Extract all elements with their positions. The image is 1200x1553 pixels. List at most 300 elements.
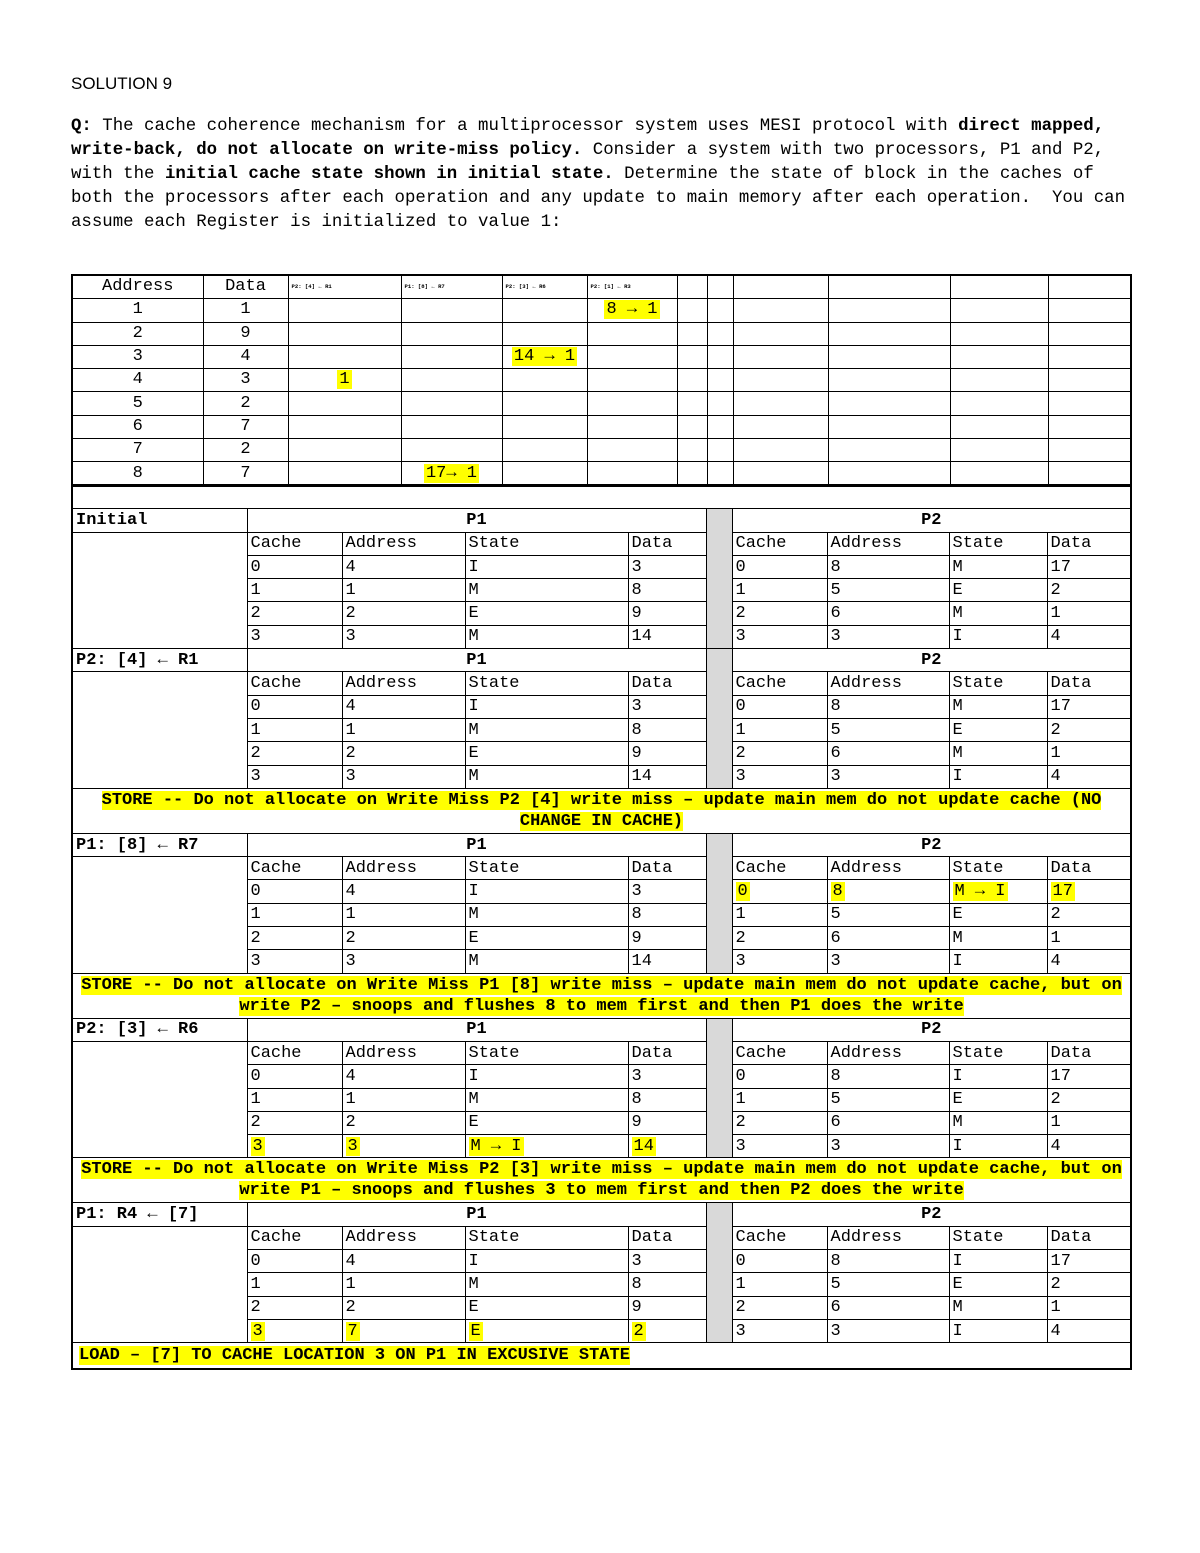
operation-label: P1: R4 ← [7] <box>72 1203 247 1226</box>
memory-update-cell <box>502 369 587 392</box>
p1-cache-cell: 8 <box>628 579 706 602</box>
p1-cache-cell: 1 <box>247 1088 342 1111</box>
cache-column-header: Address <box>342 1226 465 1249</box>
p2-cache-cell: 1 <box>732 718 827 741</box>
cache-column-header: Data <box>628 1226 706 1249</box>
p2-cache-cell: I <box>949 1319 1047 1342</box>
cache-column-header: Cache <box>247 672 342 695</box>
cache-column-header: Data <box>1047 857 1131 880</box>
memory-row <box>72 415 1131 438</box>
p2-cache-cell <box>827 880 949 903</box>
p1-cache-cell: M <box>465 765 628 788</box>
cache-column-header: State <box>949 1041 1047 1064</box>
p1-cache-value-highlighted: 14 <box>633 1136 654 1156</box>
p1-cache-cell: 0 <box>247 1065 342 1088</box>
solution-heading: SOLUTION 9 <box>71 74 173 93</box>
p1-cache-cell: M <box>465 579 628 602</box>
p2-cache-cell: 4 <box>1047 950 1131 973</box>
p2-cache-cell: 3 <box>732 950 827 973</box>
p2-cache-cell: 8 <box>827 555 949 578</box>
p2-cache-cell <box>732 880 827 903</box>
p2-cache-cell: 6 <box>827 602 949 625</box>
memory-update-cell <box>401 345 502 368</box>
p1-cache-cell: 3 <box>628 555 706 578</box>
cache-column-header: Address <box>342 857 465 880</box>
p1-cache-cell <box>628 1135 706 1158</box>
memory-data: 7 <box>203 462 288 486</box>
memory-data: 4 <box>203 345 288 368</box>
cache-column-header-row <box>72 1226 1131 1249</box>
p2-cache-cell: 2 <box>732 742 827 765</box>
p2-cache-cell: 6 <box>827 927 949 950</box>
p1-cache-cell: E <box>465 1296 628 1319</box>
cache-column-header: Data <box>1047 672 1131 695</box>
cache-column-header-row <box>72 532 1131 555</box>
p2-cache-cell: 4 <box>1047 625 1131 648</box>
p1-cache-cell: 4 <box>342 880 465 903</box>
p2-cache-cell: 1 <box>1047 1111 1131 1134</box>
memory-update-cell <box>502 322 587 345</box>
operation-note-row <box>72 788 1131 833</box>
p1-cache-cell: 3 <box>247 625 342 648</box>
p2-cache-cell: 5 <box>827 1273 949 1296</box>
cache-column-header: State <box>465 532 628 555</box>
p1-cache-cell: 2 <box>342 742 465 765</box>
cache-column-header-row <box>72 1041 1131 1064</box>
p2-cache-cell: 3 <box>732 1135 827 1158</box>
p1-cache-cell: 1 <box>342 1088 465 1111</box>
p2-cache-cell: 0 <box>732 555 827 578</box>
p2-cache-cell: 2 <box>1047 579 1131 602</box>
p2-cache-cell: 8 <box>827 695 949 718</box>
p2-cache-cell: 17 <box>1047 695 1131 718</box>
memory-row <box>72 439 1131 462</box>
memory-update-cell <box>401 322 502 345</box>
section-header-row <box>72 649 1131 672</box>
memory-update-value: 1 <box>339 370 350 390</box>
p1-cache-cell: 14 <box>628 765 706 788</box>
memory-table <box>71 274 1132 487</box>
p1-cache-cell: I <box>465 1250 628 1273</box>
p2-cache-cell: 2 <box>732 602 827 625</box>
p2-cache-cell: 3 <box>827 1319 949 1342</box>
p2-cache-cell: E <box>949 718 1047 741</box>
operation-note <box>72 788 1131 833</box>
p1-cache-cell: 1 <box>342 579 465 602</box>
memory-update-value: 14 → 1 <box>513 347 576 367</box>
memory-update-cell <box>401 369 502 392</box>
p1-cache-cell: 4 <box>342 555 465 578</box>
p1-label: P1 <box>247 1203 706 1226</box>
p2-cache-cell: 3 <box>827 1135 949 1158</box>
p1-cache-cell: 2 <box>342 602 465 625</box>
cache-column-header: State <box>949 672 1047 695</box>
cache-column-header: State <box>465 857 628 880</box>
p2-cache-cell: 17 <box>1047 555 1131 578</box>
p2-cache-cell: M <box>949 555 1047 578</box>
p1-cache-cell: 8 <box>628 903 706 926</box>
cache-column-header: Data <box>1047 1226 1131 1249</box>
cache-column-header-row <box>72 857 1131 880</box>
memory-data-header: Data <box>203 275 288 299</box>
memory-op-header: P2: [1] ← R3 <box>587 275 677 299</box>
p1-cache-cell: E <box>465 742 628 765</box>
cache-column-header: Cache <box>247 1041 342 1064</box>
memory-address-header: Address <box>72 275 203 299</box>
p2-cache-cell: 0 <box>732 1065 827 1088</box>
cache-column-header: Cache <box>732 1041 827 1064</box>
operation-note-row <box>72 1343 1131 1369</box>
operation-label: Initial <box>72 509 247 532</box>
p1-cache-cell: 1 <box>342 718 465 741</box>
p2-cache-cell: 2 <box>732 1111 827 1134</box>
memory-update-cell <box>288 299 401 322</box>
p1-cache-cell: M <box>465 1088 628 1111</box>
operation-note <box>72 973 1131 1018</box>
memory-update-cell <box>401 392 502 415</box>
p1-cache-cell <box>465 1319 628 1342</box>
memory-row <box>72 322 1131 345</box>
p2-cache-cell: 6 <box>827 1296 949 1319</box>
p2-cache-cell: E <box>949 1273 1047 1296</box>
p2-cache-cell: I <box>949 1250 1047 1273</box>
p1-cache-cell: 14 <box>628 950 706 973</box>
p2-cache-cell: 4 <box>1047 765 1131 788</box>
p1-cache-value-highlighted: 2 <box>633 1321 644 1341</box>
memory-data: 7 <box>203 415 288 438</box>
p2-cache-cell: 3 <box>827 950 949 973</box>
operation-note-text: LOAD – [7] TO CACHE LOCATION 3 ON P1 IN EXCUSIVE STATE <box>79 1345 630 1365</box>
memory-update-cell <box>502 345 587 368</box>
cache-column-header: Data <box>628 857 706 880</box>
p2-cache-cell: 2 <box>1047 1273 1131 1296</box>
operation-note-text: STORE -- Do not allocate on Write Miss P1 [8] write miss – update main mem do not update cache, but on write P2 – snoops and flushes 8 to mem first and then P1 does the write <box>81 975 1122 1016</box>
memory-update-cell <box>587 369 677 392</box>
p1-cache-cell: I <box>465 880 628 903</box>
cache-column-header: Cache <box>732 857 827 880</box>
memory-data: 9 <box>203 322 288 345</box>
p2-cache-cell: 5 <box>827 1088 949 1111</box>
p1-cache-cell: 0 <box>247 880 342 903</box>
p2-cache-cell: 6 <box>827 1111 949 1134</box>
memory-update-cell <box>587 439 677 462</box>
p2-cache-cell: 3 <box>827 765 949 788</box>
p2-cache-cell: 2 <box>732 1296 827 1319</box>
memory-update-cell <box>401 439 502 462</box>
memory-data: 2 <box>203 439 288 462</box>
cache-column-header: State <box>949 1226 1047 1249</box>
p1-cache-cell: 3 <box>247 765 342 788</box>
p1-cache-cell: 1 <box>247 1273 342 1296</box>
p2-cache-cell: 1 <box>732 579 827 602</box>
p1-cache-value-highlighted: M → I <box>470 1136 522 1156</box>
operation-label: P2: [3] ← R6 <box>72 1018 247 1041</box>
p1-cache-cell: M <box>465 718 628 741</box>
memory-op-header: P2: [3] ← R6 <box>502 275 587 299</box>
p1-cache-cell: 1 <box>342 1273 465 1296</box>
p1-cache-cell: 2 <box>342 1296 465 1319</box>
p2-cache-cell: 3 <box>732 625 827 648</box>
cache-column-header: Cache <box>247 1226 342 1249</box>
p2-label: P2 <box>732 1203 1131 1226</box>
memory-header-row <box>72 275 1131 299</box>
p1-cache-cell: 3 <box>247 950 342 973</box>
p2-cache-cell: M <box>949 1111 1047 1134</box>
p2-cache-cell: 5 <box>827 903 949 926</box>
memory-address: 1 <box>72 299 203 322</box>
memory-update-cell <box>401 415 502 438</box>
p2-cache-cell: 1 <box>1047 602 1131 625</box>
memory-address: 3 <box>72 345 203 368</box>
p1-cache-value-highlighted: 3 <box>252 1321 263 1341</box>
p2-cache-cell: M <box>949 927 1047 950</box>
memory-update-cell <box>401 462 502 486</box>
section-header-row <box>72 833 1131 856</box>
p1-cache-cell: M <box>465 903 628 926</box>
p1-label: P1 <box>247 509 706 532</box>
p1-cache-cell: I <box>465 555 628 578</box>
memory-update-cell <box>288 345 401 368</box>
p1-cache-cell: 3 <box>628 695 706 718</box>
cache-column-header: State <box>465 1226 628 1249</box>
p2-label: P2 <box>732 649 1131 672</box>
memory-address: 5 <box>72 392 203 415</box>
memory-update-cell <box>587 322 677 345</box>
p1-cache-cell: 8 <box>628 718 706 741</box>
memory-address: 6 <box>72 415 203 438</box>
p1-cache-cell <box>247 1135 342 1158</box>
p1-cache-cell: E <box>465 1111 628 1134</box>
memory-address: 2 <box>72 322 203 345</box>
p1-cache-cell: 3 <box>342 625 465 648</box>
p2-label: P2 <box>732 1018 1131 1041</box>
p1-cache-cell <box>247 1319 342 1342</box>
p2-cache-cell: I <box>949 1065 1047 1088</box>
cache-column-header: Address <box>342 1041 465 1064</box>
p1-cache-cell: E <box>465 927 628 950</box>
p1-cache-cell: 0 <box>247 555 342 578</box>
cache-column-header: Address <box>827 532 949 555</box>
p1-cache-cell: M <box>465 1273 628 1296</box>
p2-cache-cell: 4 <box>1047 1319 1131 1342</box>
p2-cache-value-highlighted: 17 <box>1052 882 1073 902</box>
operation-note-row <box>72 973 1131 1018</box>
p2-cache-cell: 2 <box>1047 1088 1131 1111</box>
cache-column-header: Cache <box>732 532 827 555</box>
cache-column-header: Data <box>1047 532 1131 555</box>
p2-cache-cell: 1 <box>732 1088 827 1111</box>
p1-cache-cell: 2 <box>247 742 342 765</box>
p1-cache-cell <box>628 1319 706 1342</box>
cache-column-header: Data <box>628 1041 706 1064</box>
p1-cache-cell: I <box>465 1065 628 1088</box>
p2-cache-value-highlighted: M → I <box>954 882 1006 902</box>
memory-update-cell <box>502 392 587 415</box>
memory-update-cell <box>288 439 401 462</box>
p1-cache-value-highlighted: E <box>470 1321 481 1341</box>
p2-cache-value-highlighted: 8 <box>832 882 843 902</box>
cache-column-header: State <box>949 857 1047 880</box>
memory-update-cell <box>288 415 401 438</box>
p2-cache-cell <box>949 880 1047 903</box>
p2-cache-cell: 17 <box>1047 1065 1131 1088</box>
cache-column-header: State <box>465 672 628 695</box>
p2-cache-cell <box>1047 880 1131 903</box>
p2-cache-cell: 0 <box>732 695 827 718</box>
memory-row <box>72 369 1131 392</box>
p1-cache-cell: I <box>465 695 628 718</box>
p2-cache-cell: 17 <box>1047 1250 1131 1273</box>
p2-cache-cell: 2 <box>1047 903 1131 926</box>
memory-data: 2 <box>203 392 288 415</box>
p1-cache-cell: 3 <box>628 1250 706 1273</box>
p2-cache-cell: 3 <box>732 765 827 788</box>
cache-column-header: Cache <box>732 1226 827 1249</box>
p2-cache-cell: M <box>949 695 1047 718</box>
p2-cache-cell: 1 <box>732 903 827 926</box>
cache-column-header: Cache <box>247 857 342 880</box>
cache-column-header: Data <box>1047 1041 1131 1064</box>
p2-cache-value-highlighted: 0 <box>737 882 748 902</box>
p1-cache-cell: 0 <box>247 695 342 718</box>
p2-cache-cell: 1 <box>1047 742 1131 765</box>
cache-column-header: Address <box>827 672 949 695</box>
p2-cache-cell: M <box>949 602 1047 625</box>
p2-cache-cell: 0 <box>732 1250 827 1273</box>
memory-update-cell <box>288 392 401 415</box>
p1-cache-cell: 8 <box>628 1088 706 1111</box>
p2-cache-cell: 3 <box>732 1319 827 1342</box>
cache-column-header: Address <box>342 532 465 555</box>
memory-update-cell <box>401 299 502 322</box>
p1-label: P1 <box>247 1018 706 1041</box>
p2-cache-cell: 6 <box>827 742 949 765</box>
p1-cache-cell: 3 <box>628 1065 706 1088</box>
memory-address: 8 <box>72 462 203 486</box>
cache-column-header: Address <box>827 857 949 880</box>
p2-cache-cell: I <box>949 625 1047 648</box>
p1-cache-value-highlighted: 7 <box>347 1321 358 1341</box>
p2-cache-cell: E <box>949 579 1047 602</box>
p1-cache-cell: 4 <box>342 1065 465 1088</box>
p1-cache-cell: 2 <box>342 1111 465 1134</box>
memory-update-cell <box>587 462 677 486</box>
p2-cache-cell: I <box>949 1135 1047 1158</box>
cache-column-header: Address <box>342 672 465 695</box>
p1-cache-cell: 0 <box>247 1250 342 1273</box>
p1-cache-cell: 4 <box>342 1250 465 1273</box>
section-header-row <box>72 1018 1131 1041</box>
p1-cache-cell <box>342 1135 465 1158</box>
question-text: Q: The cache coherence mechanism for a multiprocessor system uses MESI protocol with direct mapped, write-back, do not allocate on write-miss policy. Consider a system with two processors, P1 and P2, with the initial cache state shown in initial state. Determine the state of block in the caches of both the processors after each operation and any update to main memory after each operation. You can assume each Register is initialized to value 1: <box>71 117 1136 232</box>
p2-cache-cell: 8 <box>827 1065 949 1088</box>
memory-op-header: P1: [8] ← R7 <box>401 275 502 299</box>
p2-cache-cell: M <box>949 742 1047 765</box>
memory-update-cell <box>587 415 677 438</box>
memory-update-cell <box>587 392 677 415</box>
operation-note <box>72 1343 1131 1369</box>
p2-label: P2 <box>732 833 1131 856</box>
memory-update-cell <box>502 462 587 486</box>
p1-cache-cell: 2 <box>247 1296 342 1319</box>
p2-cache-cell: E <box>949 903 1047 926</box>
cache-column-header: State <box>465 1041 628 1064</box>
p1-cache-cell: 9 <box>628 927 706 950</box>
p1-cache-cell: 9 <box>628 602 706 625</box>
operation-label: P1: [8] ← R7 <box>72 833 247 856</box>
memory-update-cell <box>288 322 401 345</box>
memory-data: 3 <box>203 369 288 392</box>
p2-cache-cell: I <box>949 765 1047 788</box>
operation-label: P2: [4] ← R1 <box>72 649 247 672</box>
p1-cache-cell: 2 <box>247 1111 342 1134</box>
memory-update-value: 17→ 1 <box>425 463 477 483</box>
p1-cache-cell: E <box>465 602 628 625</box>
p2-cache-cell: M <box>949 1296 1047 1319</box>
memory-update-value: 8 → 1 <box>606 300 658 320</box>
p1-cache-value-highlighted: 3 <box>347 1136 358 1156</box>
p1-cache-cell: 2 <box>247 602 342 625</box>
p2-cache-cell: E <box>949 1088 1047 1111</box>
p1-cache-cell: 8 <box>628 1273 706 1296</box>
p1-cache-value-highlighted: 3 <box>252 1136 263 1156</box>
p2-cache-cell: 1 <box>1047 1296 1131 1319</box>
p1-cache-cell: 9 <box>628 1111 706 1134</box>
cache-column-header: Data <box>628 532 706 555</box>
p1-cache-cell: 3 <box>342 950 465 973</box>
p1-cache-cell <box>465 1135 628 1158</box>
p2-cache-cell: 4 <box>1047 1135 1131 1158</box>
p1-cache-cell: 2 <box>342 927 465 950</box>
memory-update-cell <box>502 299 587 322</box>
memory-op-header: P2: [4] ← R1 <box>288 275 401 299</box>
p2-cache-cell: I <box>949 950 1047 973</box>
p1-cache-cell: 1 <box>247 579 342 602</box>
p1-label: P1 <box>247 649 706 672</box>
p1-cache-cell <box>342 1319 465 1342</box>
memory-row <box>72 345 1131 368</box>
p1-label: P1 <box>247 833 706 856</box>
memory-update-cell <box>502 415 587 438</box>
p1-cache-cell: 1 <box>247 903 342 926</box>
memory-data: 1 <box>203 299 288 322</box>
cache-column-header-row <box>72 672 1131 695</box>
p1-cache-cell: 1 <box>342 903 465 926</box>
p2-cache-cell: 2 <box>1047 718 1131 741</box>
memory-address: 7 <box>72 439 203 462</box>
cache-column-header: Data <box>628 672 706 695</box>
p1-cache-cell: 9 <box>628 1296 706 1319</box>
cache-column-header: Address <box>827 1041 949 1064</box>
p1-cache-cell: M <box>465 950 628 973</box>
operation-note-text: STORE -- Do not allocate on Write Miss P2 [3] write miss – update main mem do not update cache, but on write P1 – snoops and flushes 3 to mem first and then P2 does the write <box>81 1160 1122 1201</box>
p1-cache-cell: 3 <box>342 765 465 788</box>
memory-row <box>72 299 1131 322</box>
operation-note-text: STORE -- Do not allocate on Write Miss P2 [4] write miss – update main mem do not update cache (NO CHANGE IN CACHE) <box>101 790 1102 831</box>
operation-note <box>72 1158 1131 1203</box>
p2-cache-cell: 8 <box>827 1250 949 1273</box>
cache-state-table <box>71 484 1132 1370</box>
operation-note-row <box>72 1158 1131 1203</box>
memory-update-cell <box>288 462 401 486</box>
cache-column-header: State <box>949 532 1047 555</box>
p2-cache-cell: 2 <box>732 927 827 950</box>
p1-cache-cell: 1 <box>247 718 342 741</box>
memory-row <box>72 462 1131 486</box>
section-header-row <box>72 509 1131 532</box>
memory-address: 4 <box>72 369 203 392</box>
p1-cache-cell: 9 <box>628 742 706 765</box>
